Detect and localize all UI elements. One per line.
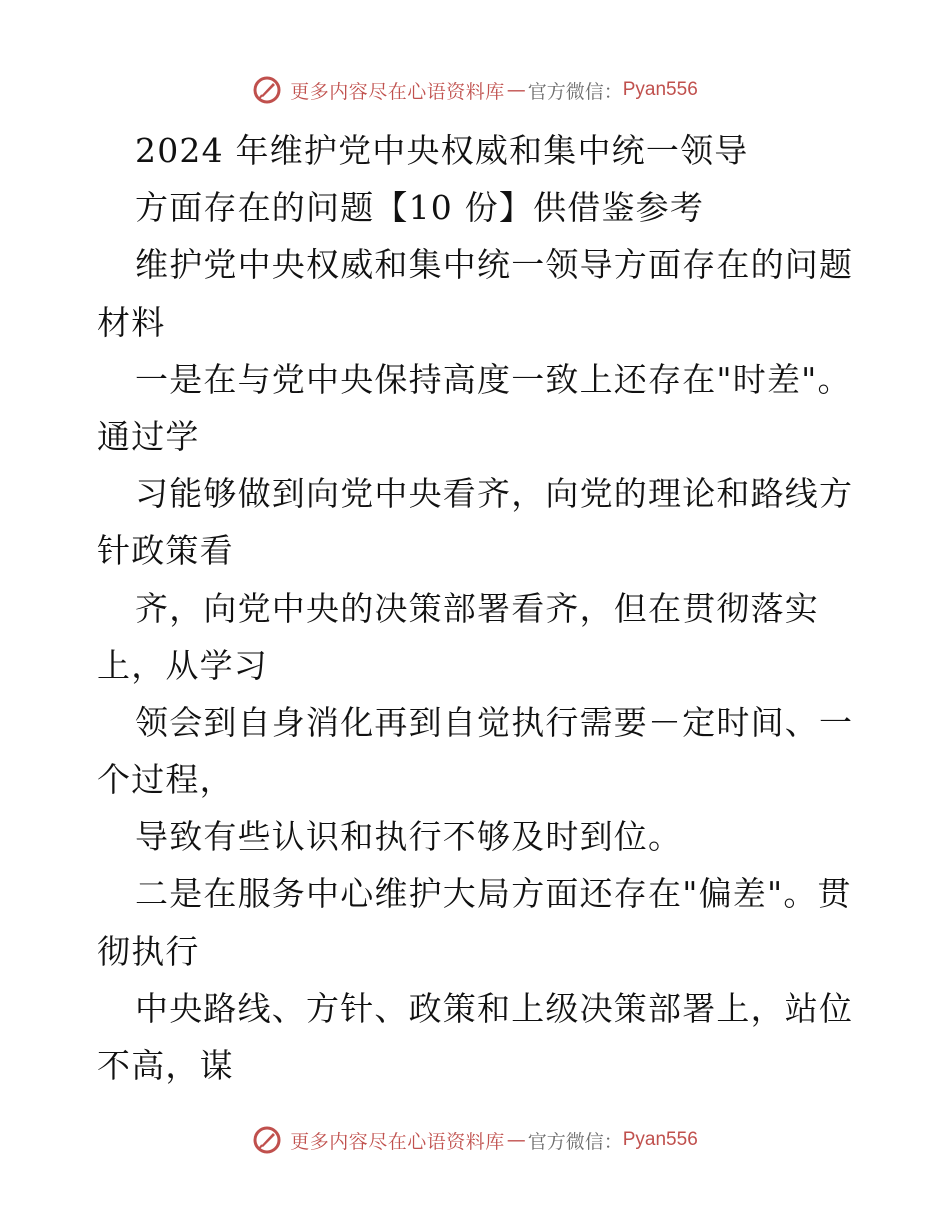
text-line: 导致有些认识和执行不够及时到位。 — [135, 817, 683, 857]
text-line: 针政策看 — [97, 531, 234, 571]
text-line: 习能够做到向党中央看齐，向党的理论和路线方 — [135, 474, 854, 514]
quill-logo-icon — [252, 1125, 282, 1155]
text-line: 2024 年维护党中央权威和集中统一领导 — [135, 131, 749, 170]
watermark-wechat-id: Pyan556 — [622, 1129, 698, 1150]
text-line: 方面存在的问题【10 份】供借鉴参考 — [135, 188, 705, 228]
text-line: 材料 — [97, 302, 166, 342]
watermark-wechat-id: Pyan556 — [622, 79, 698, 100]
text-line: 上，从学习 — [97, 645, 268, 685]
watermark-text: 更多内容尽在心语资料库 — [290, 1130, 505, 1153]
watermark-dash: — — [506, 1129, 526, 1151]
header-watermark — [0, 70, 950, 110]
footer-watermark — [0, 1120, 950, 1160]
text-line: 通过学 — [97, 416, 200, 456]
quill-logo-icon — [252, 75, 282, 105]
text-line: 彻执行 — [97, 931, 200, 971]
text-line: 中央路线、方针、政策和上级决策部署上，站位 — [135, 988, 854, 1028]
text-line: 维护党中央权威和集中统一领导方面存在的问题 — [135, 245, 854, 285]
text-line: 领会到自身消化再到自觉执行需要－定时间、一 — [135, 702, 854, 742]
text-line: 个过程， — [97, 760, 234, 800]
text-line: 二是在服务中心维护大局方面还存在"偏差"。贯 — [135, 874, 852, 914]
text-line: 一是在与党中央保持高度一致上还存在"时差"。 — [135, 359, 852, 399]
watermark-label: 官方微信： — [527, 80, 623, 103]
watermark-label: 官方微信： — [527, 1130, 623, 1153]
text-line: 不高，谋 — [97, 1046, 234, 1085]
text-line: 齐，向党中央的决策部署看齐，但在贯彻落实 — [135, 588, 819, 628]
document-body — [97, 122, 857, 1094]
watermark-text: 更多内容尽在心语资料库 — [290, 80, 505, 103]
watermark-dash: — — [506, 79, 526, 101]
